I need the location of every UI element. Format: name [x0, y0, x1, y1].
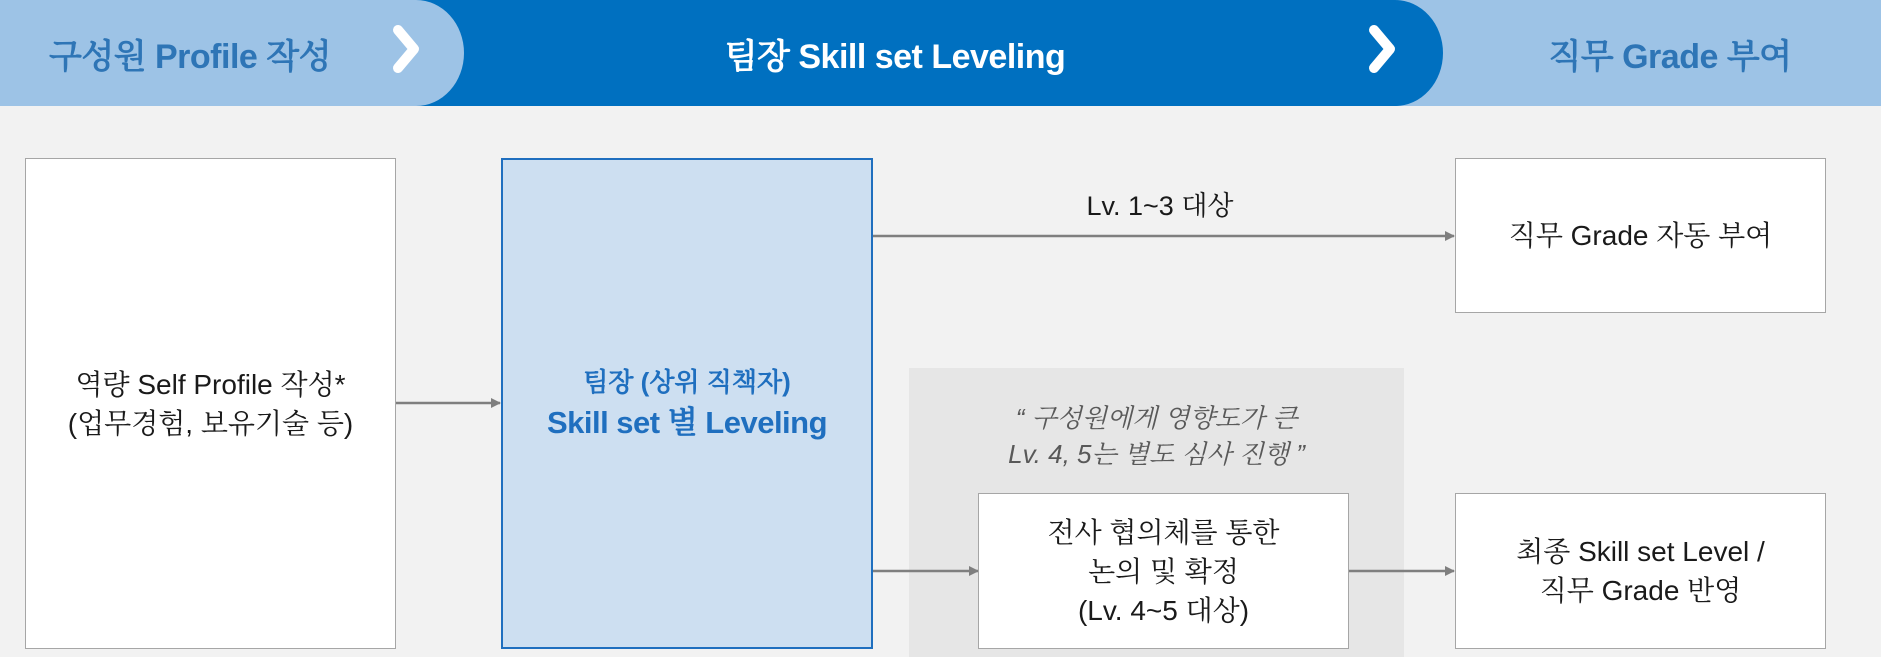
committee-line2: 논의 및 확정: [1088, 555, 1239, 587]
final-box: [1455, 493, 1826, 649]
step-1-label: 구성원 Profile 작성: [49, 37, 331, 76]
leveling-subtitle: 팀장 (상위 직책자): [583, 366, 791, 397]
committee-line1: 전사 협의체를 통한: [1047, 516, 1280, 548]
profile-line2: (업무경험, 보유기술 등): [67, 407, 354, 439]
review-note-line1: “ 구성원에게 영향도가 큰: [1015, 403, 1298, 433]
leveling-box: [501, 158, 873, 649]
auto-grade-box: [1455, 158, 1826, 313]
committee-line3: (Lv. 4~5 대상): [1077, 594, 1250, 626]
leveling-title: Skill set 별 Leveling: [546, 404, 828, 440]
committee-box: [978, 493, 1349, 649]
profile-line1: 역량 Self Profile 작성*: [75, 368, 346, 400]
auto-grade-label: 직무 Grade 자동 부여: [1508, 220, 1773, 251]
profile-box: [25, 158, 396, 649]
final-line1: 최종 Skill set Level /: [1516, 536, 1765, 567]
review-note-line2: Lv. 4, 5는 별도 심사 진행 ”: [1008, 439, 1305, 469]
final-line2: 직무 Grade 반영: [1539, 575, 1742, 606]
arrow-label-lv1-3: Lv. 1~3 대상: [1086, 191, 1234, 221]
step-3-label: 직무 Grade 부여: [1548, 37, 1792, 76]
step-2-label: 팀장 Skill set Leveling: [724, 37, 1066, 76]
